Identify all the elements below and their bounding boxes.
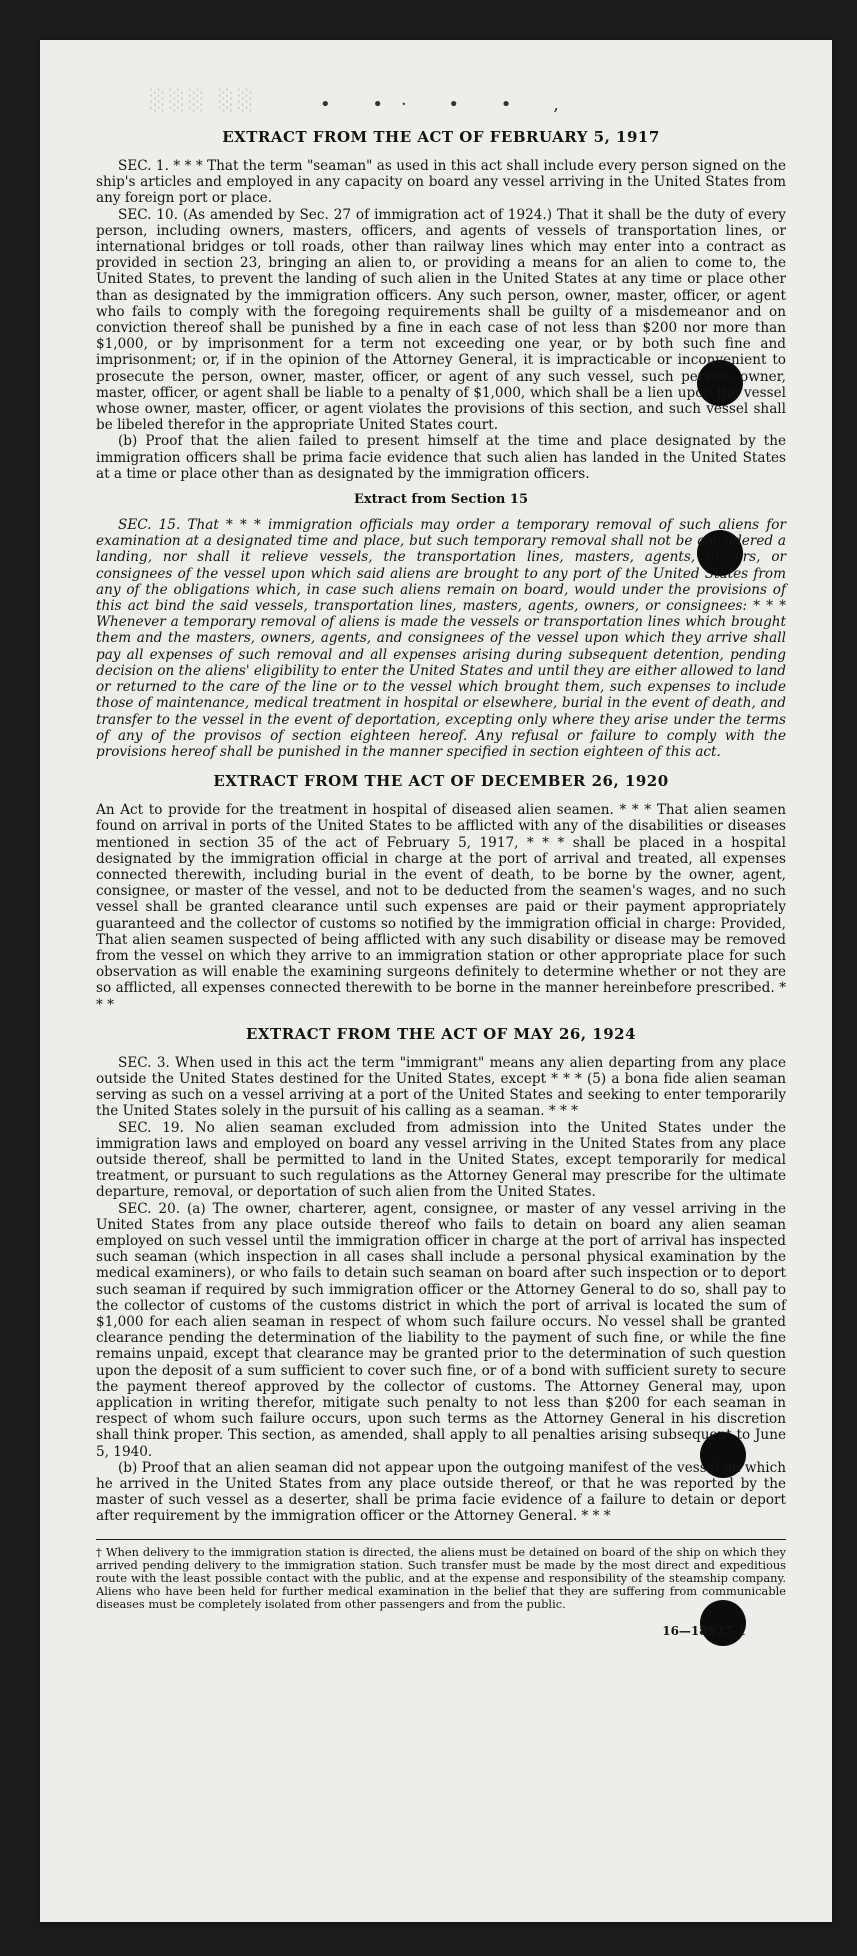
paragraph-1924-b: (b) Proof that an alien seaman did not appear upon the outgoing manifest of the vessel on which he arrived in the United States from any place outside thereof, or that he was reported by the master of such vessel as a deserter, shall be prima facie evidence of a failure to detain or deport after requirement by the immigration officer or the Attorney General. * * * bbox=[96, 1459, 786, 1525]
speckle-marks: • •· • • ‚ bbox=[320, 94, 577, 115]
paragraph-1917-sec10: SEC. 10. (As amended by Sec. 27 of immigration act of 1924.) That it shall be the duty of every person, including owners, masters, officers, and agents of vessels of transportation lines, or international bridges or toll roads, other than railway lines which may enter into a contract as provided in section 23, bringing an alien to, or providing a means for an alien to come to, the United States, to prevent the landing of such alien in the United States at any time or place other than as designated by the immigration officers. Any such person, owner, master, officer, or agent who fails to comply with the foregoing requirements shall be guilty of a misdemeanor and on conviction thereof shall be punished by a fine in each case of not less than $200 nor more than $1,000, or by imprisonment for a term not exceeding one year, or by both such fine and imprisonment; or, if in the opinion of the Attorney General, it is impracticable or inconvenient to prosecute the person, owner, master, officer, or agent of any such vessel, such person, owner, master, officer, or agent shall be liable to a penalty of $1,000, which shall be a lien upon the vessel whose owner, master, officer, or agent violates the provisions of this section, and such vessel shall be libeled therefor in the appropriate United States court. bbox=[96, 206, 786, 434]
paragraph-1924-sec20: SEC. 20. (a) The owner, charterer, agent, consignee, or master of any vessel arriving in the United States from any place outside thereof who fails to detain on board any alien seaman employed on such vessel until the immigration officer in charge at the port of arrival has inspected such seaman (which inspection in all cases shall include a personal physical examination by the medical examiners), or who fails to detain such seaman on board after such inspection or to deport such seaman if required by such immigration officer or the Attorney General to do so, shall pay to the collector of customs of the customs district in which the port of arrival is located the sum of $1,000 for each alien seaman in respect of whom such failure occurs. No vessel shall be granted clearance pending the determination of the liability to the payment of such fine, or while the fine remains unpaid, except that clearance may be granted prior to the determination of such question upon the deposit of a sum sufficient to cover such fine, or of a bond with sufficient surety to secure the payment thereof approved by the collector of customs. The Attorney General may, upon application in writing therefor, mitigate such penalty to not less than $200 for each seaman in respect of whom such failure occurs, upon such terms as the Attorney General in his discretion shall think proper. This section, as amended, shall apply to all penalties arising subsequent to June 5, 1940. bbox=[96, 1200, 786, 1460]
paragraph-1917-b: (b) Proof that the alien failed to present himself at the time and place designated by the immigration officers shall be prima facie evidence that such alien has landed in the United States at a time or place other than as designated by the immigration officers. bbox=[96, 433, 786, 482]
heading-act-1917: EXTRACT FROM THE ACT OF FEBRUARY 5, 1917 bbox=[222, 128, 660, 146]
form-number: 16—18927-1 bbox=[662, 1623, 746, 1638]
heading-act-1920: EXTRACT FROM THE ACT OF DECEMBER 26, 1920 bbox=[213, 772, 669, 791]
document-page bbox=[40, 40, 832, 1922]
paragraph-1917-sec1: SEC. 1. * * * That the term "seaman" as used in this act shall include every person signed on the ship's articles and employed in any capacity on board any vessel arriving in the United States from any foreign port or place. bbox=[96, 158, 786, 207]
paragraph-section-15: SEC. 15. That * * * immigration officials may order a temporary removal of such aliens for examination at a designated time and place, but such temporary removal shall not be considered a landing, nor shall it relieve vessels, the transportation lines, masters, agents, owners, or consignees of the vessel upon which said aliens are brought to any port of the United States from any of the obligations which, in case such aliens remain on board, would under the provisions of this act bind the said vessels, transportation lines, masters, agents, owners, or consignees: * * * Whenever a temporary removal of aliens is made the vessels or transportation lines which brought them and the masters, owners, agents, and consignees of the vessel upon which they arrive shall pay all expenses of such removal and all expenses arising during subsequent detention, pending decision on the aliens' eligibility to enter the United States and until they are either allowed to land or returned to the care of the line or to the vessel which brought them, such expenses to include those of maintenance, medical treatment in hospital or elsewhere, burial in the event of death, and transfer to the vessel in the event of deportation, excepting only where they arise under the terms of any of the provisos of section eighteen hereof. Any refusal or failure to comply with the provisions hereof shall be punished in the manner specified in section eighteen of this act. bbox=[96, 517, 786, 760]
paragraph-1924-sec3: SEC. 3. When used in this act the term "immigrant" means any alien departing from any place outside the United States destined for the United States, except * * * (5) a bona fide alien seaman serving as such on a vessel arriving at a port of the United States and seeking to enter temporarily the United States solely in the pursuit of his calling as a seaman. * * * bbox=[96, 1054, 786, 1120]
paragraph-1920: An Act to provide for the treatment in hospital of diseased alien seamen. * * * That alien seamen found on arrival in ports of the United States to be afflicted with any of the disabilities or diseases mentioned in section 35 of the act of February 5, 1917, * * * shall be placed in a hospital designated by the immigration official in charge at the port of arrival and treated, all expenses connected therewith, including burial in the event of death, to be borne by the owner, agent, consignee, or master of the vessel, and not to be deducted from the seamen's wages, and no such vessel shall be granted clearance until such expenses are paid or their payment appropriately guaranteed and the collector of customs so notified by the immigration official in charge: Provided, That alien seamen suspected of being afflicted with any such disability or disease may be removed from the vessel on which they arrive to an immigration station or other appropriate place for such observation as will enable the examining surgeons definitely to determine whether or not they are so afflicted, all expenses connected therewith to be borne in the manner hereinbefore prescribed. * * * bbox=[96, 802, 786, 1013]
document-body bbox=[96, 128, 786, 1638]
footnote-divider bbox=[96, 1539, 786, 1540]
footnote: † When delivery to the immigration station is directed, the aliens must be detained on board of the ship on which they arrived pending delivery to the immigration station. Such transfer must be made by the most direct and expeditious route with the least possible contact with the public, and at the expense and responsibility of the steamship company. Aliens who have been held for further medical examination in the belief that they are suffering from communicable diseases must be completely isolated from other passengers and from the public. bbox=[96, 1544, 786, 1612]
heading-act-1924: EXTRACT FROM THE ACT OF MAY 26, 1924 bbox=[245, 1024, 637, 1043]
faded-stamp-mark: ░░░ ░░ bbox=[150, 88, 258, 112]
heading-section-15: Extract from Section 15 bbox=[353, 492, 529, 508]
paragraph-1924-sec19: SEC. 19. No alien seaman excluded from admission into the United States under the immigration laws and employed on board any vessel arriving in the United States from any place outside thereof, shall be permitted to land in the United States, except temporarily for medical treatment, or pursuant to such regulations as the Attorney General may prescribe for the ultimate departure, removal, or deportation of such alien from the United States. bbox=[96, 1119, 786, 1201]
